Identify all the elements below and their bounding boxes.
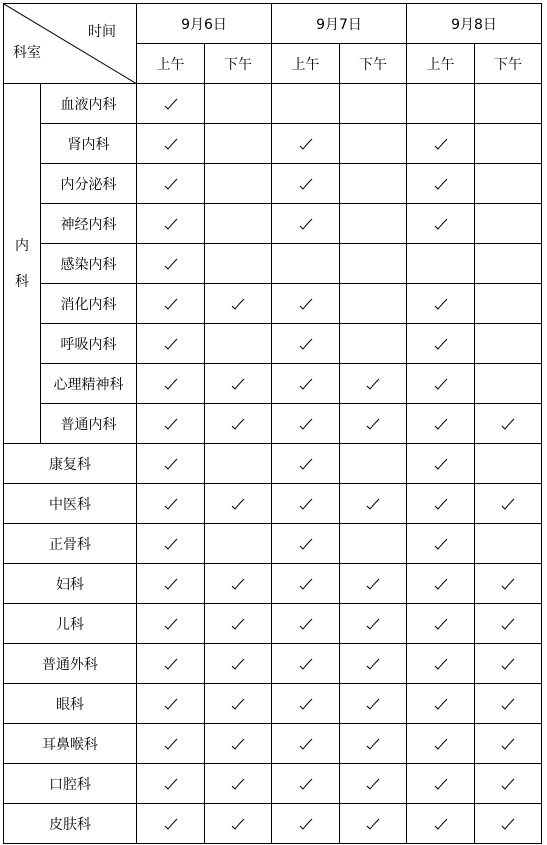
check-icon <box>366 778 380 790</box>
schedule-slot-cell <box>475 484 542 524</box>
check-icon <box>231 778 245 790</box>
schedule-slot-cell <box>340 364 407 404</box>
table-row <box>4 324 542 364</box>
check-icon <box>434 738 448 750</box>
department-name-cell: 普通外科 <box>4 644 137 684</box>
half-header-pm: 下午 <box>205 44 272 84</box>
check-icon <box>164 338 178 350</box>
table-row <box>4 764 542 804</box>
schedule-slot-cell <box>272 364 340 404</box>
check-icon <box>299 618 313 630</box>
check-icon <box>164 778 178 790</box>
table-row <box>4 284 542 324</box>
schedule-slot-cell <box>137 524 205 564</box>
schedule-slot-cell <box>205 524 272 564</box>
table-row <box>4 164 542 204</box>
check-icon <box>231 698 245 710</box>
check-icon <box>299 578 313 590</box>
check-icon <box>501 818 515 830</box>
check-icon <box>231 498 245 510</box>
day-header-sep6: 9月6日 <box>137 4 272 44</box>
department-name-cell: 普通内科 <box>41 404 137 444</box>
schedule-slot-cell <box>272 324 340 364</box>
schedule-slot-cell <box>272 244 340 284</box>
schedule-slot-cell <box>407 644 475 684</box>
schedule-slot-cell <box>272 604 340 644</box>
check-icon <box>434 538 448 550</box>
schedule-slot-cell <box>272 564 340 604</box>
check-icon <box>299 178 313 190</box>
department-name-cell: 口腔科 <box>4 764 137 804</box>
schedule-slot-cell <box>475 204 542 244</box>
check-icon <box>434 178 448 190</box>
schedule-slot-cell <box>205 324 272 364</box>
check-icon <box>434 698 448 710</box>
check-icon <box>299 498 313 510</box>
department-name-cell: 妇科 <box>4 564 137 604</box>
check-icon <box>366 418 380 430</box>
schedule-slot-cell <box>205 284 272 324</box>
schedule-slot-cell <box>475 644 542 684</box>
schedule-slot-cell <box>272 764 340 804</box>
schedule-slot-cell <box>475 324 542 364</box>
schedule-slot-cell <box>475 284 542 324</box>
check-icon <box>434 818 448 830</box>
check-icon <box>501 578 515 590</box>
check-icon <box>366 378 380 390</box>
schedule-slot-cell <box>475 404 542 444</box>
schedule-slot-cell <box>475 684 542 724</box>
check-icon <box>501 498 515 510</box>
check-icon <box>434 618 448 630</box>
department-name-cell: 呼吸内科 <box>41 324 137 364</box>
schedule-slot-cell <box>407 244 475 284</box>
table-row <box>4 404 542 444</box>
check-icon <box>164 178 178 190</box>
schedule-slot-cell <box>205 204 272 244</box>
check-icon <box>164 98 178 110</box>
department-name-cell: 肾内科 <box>41 124 137 164</box>
schedule-slot-cell <box>205 604 272 644</box>
schedule-slot-cell <box>272 124 340 164</box>
check-icon <box>231 738 245 750</box>
schedule-slot-cell <box>340 324 407 364</box>
schedule-slot-cell <box>340 204 407 244</box>
check-icon <box>366 818 380 830</box>
check-icon <box>434 218 448 230</box>
department-name-cell: 儿科 <box>4 604 137 644</box>
schedule-slot-cell <box>205 124 272 164</box>
schedule-slot-cell <box>272 444 340 484</box>
schedule-slot-cell <box>407 164 475 204</box>
schedule-slot-cell <box>205 364 272 404</box>
corner-department-label: 科室 <box>13 45 41 61</box>
schedule-slot-cell <box>340 124 407 164</box>
schedule-slot-cell <box>272 724 340 764</box>
schedule-slot-cell <box>137 324 205 364</box>
schedule-slot-cell <box>475 244 542 284</box>
schedule-slot-cell <box>340 644 407 684</box>
schedule-slot-cell <box>407 484 475 524</box>
schedule-slot-cell <box>137 564 205 604</box>
check-icon <box>299 138 313 150</box>
check-icon <box>501 738 515 750</box>
schedule-slot-cell <box>272 804 340 844</box>
schedule-slot-cell <box>272 524 340 564</box>
schedule-slot-cell <box>475 764 542 804</box>
schedule-slot-cell <box>475 124 542 164</box>
department-name-cell: 耳鼻喉科 <box>4 724 137 764</box>
schedule-slot-cell <box>272 84 340 124</box>
schedule-slot-cell <box>407 804 475 844</box>
check-icon <box>299 458 313 470</box>
check-icon <box>231 578 245 590</box>
schedule-slot-cell <box>137 204 205 244</box>
schedule-slot-cell <box>475 604 542 644</box>
schedule-slot-cell <box>137 444 205 484</box>
schedule-slot-cell <box>340 684 407 724</box>
check-icon <box>434 298 448 310</box>
schedule-slot-cell <box>407 764 475 804</box>
department-name-cell: 正骨科 <box>4 524 137 564</box>
corner-header-cell <box>4 4 137 84</box>
schedule-slot-cell <box>205 484 272 524</box>
day-header-sep8: 9月8日 <box>407 4 542 44</box>
schedule-slot-cell <box>407 684 475 724</box>
check-icon <box>299 538 313 550</box>
schedule-slot-cell <box>340 484 407 524</box>
check-icon <box>164 378 178 390</box>
check-icon <box>299 778 313 790</box>
schedule-slot-cell <box>137 644 205 684</box>
check-icon <box>164 138 178 150</box>
check-icon <box>501 778 515 790</box>
check-icon <box>501 658 515 670</box>
check-icon <box>299 658 313 670</box>
schedule-slot-cell <box>475 84 542 124</box>
check-icon <box>231 298 245 310</box>
department-name-cell: 中医科 <box>4 484 137 524</box>
half-header-am: 上午 <box>407 44 475 84</box>
check-icon <box>366 618 380 630</box>
check-icon <box>501 418 515 430</box>
schedule-slot-cell <box>407 724 475 764</box>
schedule-slot-cell <box>340 284 407 324</box>
schedule-slot-cell <box>340 524 407 564</box>
schedule-slot-cell <box>205 164 272 204</box>
check-icon <box>164 738 178 750</box>
schedule-slot-cell <box>340 564 407 604</box>
schedule-slot-cell <box>137 724 205 764</box>
table-row <box>4 444 542 484</box>
check-icon <box>366 738 380 750</box>
schedule-slot-cell <box>205 644 272 684</box>
schedule-slot-cell <box>407 524 475 564</box>
schedule-slot-cell <box>407 364 475 404</box>
schedule-slot-cell <box>340 604 407 644</box>
check-icon <box>434 458 448 470</box>
schedule-slot-cell <box>340 444 407 484</box>
half-header-am: 上午 <box>272 44 340 84</box>
schedule-slot-cell <box>205 764 272 804</box>
schedule-slot-cell <box>137 164 205 204</box>
schedule-slot-cell <box>205 564 272 604</box>
schedule-slot-cell <box>340 164 407 204</box>
schedule-slot-cell <box>137 84 205 124</box>
department-name-cell: 内分泌科 <box>41 164 137 204</box>
department-name-cell: 感染内科 <box>41 244 137 284</box>
half-header-pm: 下午 <box>340 44 407 84</box>
department-name-cell: 血液内科 <box>41 84 137 124</box>
check-icon <box>299 738 313 750</box>
table-row <box>4 724 542 764</box>
schedule-slot-cell <box>272 284 340 324</box>
table-row <box>4 684 542 724</box>
group-label-char: 科 <box>15 273 29 290</box>
schedule-slot-cell <box>407 404 475 444</box>
schedule-slot-cell <box>137 604 205 644</box>
schedule-slot-cell <box>340 724 407 764</box>
check-icon <box>299 378 313 390</box>
schedule-slot-cell <box>340 764 407 804</box>
table-row <box>4 84 542 124</box>
check-icon <box>231 418 245 430</box>
schedule-slot-cell <box>272 644 340 684</box>
check-icon <box>434 418 448 430</box>
table-row <box>4 244 542 284</box>
schedule-slot-cell <box>475 444 542 484</box>
group-label-char: 内 <box>15 237 29 254</box>
check-icon <box>164 538 178 550</box>
check-icon <box>164 458 178 470</box>
header-row-days <box>4 4 542 44</box>
internal-medicine-group-label <box>4 84 41 444</box>
schedule-slot-cell <box>137 404 205 444</box>
schedule-slot-cell <box>407 204 475 244</box>
check-icon <box>366 498 380 510</box>
schedule-slot-cell <box>205 804 272 844</box>
check-icon <box>231 658 245 670</box>
check-icon <box>434 138 448 150</box>
schedule-slot-cell <box>475 804 542 844</box>
department-name-cell: 消化内科 <box>41 284 137 324</box>
schedule-slot-cell <box>475 564 542 604</box>
check-icon <box>434 658 448 670</box>
schedule-slot-cell <box>340 244 407 284</box>
schedule-slot-cell <box>137 804 205 844</box>
table-row <box>4 644 542 684</box>
schedule-slot-cell <box>137 764 205 804</box>
schedule-slot-cell <box>272 204 340 244</box>
schedule-slot-cell <box>272 684 340 724</box>
schedule-slot-cell <box>475 724 542 764</box>
check-icon <box>366 658 380 670</box>
schedule-slot-cell <box>407 84 475 124</box>
schedule-slot-cell <box>137 244 205 284</box>
table-row <box>4 804 542 844</box>
schedule-slot-cell <box>205 244 272 284</box>
schedule-slot-cell <box>340 404 407 444</box>
schedule-table <box>3 3 542 844</box>
check-icon <box>164 218 178 230</box>
check-icon <box>164 578 178 590</box>
table-row <box>4 124 542 164</box>
check-icon <box>164 418 178 430</box>
table-row <box>4 524 542 564</box>
schedule-slot-cell <box>340 804 407 844</box>
schedule-slot-cell <box>407 604 475 644</box>
check-icon <box>164 658 178 670</box>
check-icon <box>434 778 448 790</box>
check-icon <box>299 418 313 430</box>
schedule-slot-cell <box>407 284 475 324</box>
schedule-slot-cell <box>272 404 340 444</box>
schedule-slot-cell <box>205 684 272 724</box>
check-icon <box>434 378 448 390</box>
check-icon <box>164 258 178 270</box>
schedule-slot-cell <box>137 284 205 324</box>
schedule-slot-cell <box>407 324 475 364</box>
department-name-cell: 心理精神科 <box>41 364 137 404</box>
check-icon <box>299 218 313 230</box>
half-header-am: 上午 <box>137 44 205 84</box>
check-icon <box>366 698 380 710</box>
schedule-slot-cell <box>475 524 542 564</box>
check-icon <box>299 338 313 350</box>
table-row <box>4 564 542 604</box>
check-icon <box>501 618 515 630</box>
schedule-slot-cell <box>407 124 475 164</box>
check-icon <box>231 818 245 830</box>
schedule-slot-cell <box>205 444 272 484</box>
schedule-slot-cell <box>205 404 272 444</box>
day-header-sep7: 9月7日 <box>272 4 407 44</box>
check-icon <box>434 578 448 590</box>
check-icon <box>299 298 313 310</box>
check-icon <box>366 578 380 590</box>
schedule-slot-cell <box>340 84 407 124</box>
department-name-cell: 神经内科 <box>41 204 137 244</box>
table-row <box>4 364 542 404</box>
schedule-slot-cell <box>137 684 205 724</box>
check-icon <box>164 498 178 510</box>
half-header-pm: 下午 <box>475 44 542 84</box>
check-icon <box>299 818 313 830</box>
schedule-slot-cell <box>475 364 542 404</box>
schedule-slot-cell <box>137 364 205 404</box>
schedule-slot-cell <box>407 444 475 484</box>
table-row <box>4 484 542 524</box>
schedule-slot-cell <box>205 84 272 124</box>
schedule-slot-cell <box>137 124 205 164</box>
check-icon <box>299 698 313 710</box>
schedule-slot-cell <box>205 724 272 764</box>
check-icon <box>164 698 178 710</box>
table-row <box>4 204 542 244</box>
check-icon <box>501 698 515 710</box>
corner-time-label: 时间 <box>88 24 116 40</box>
schedule-slot-cell <box>272 164 340 204</box>
schedule-slot-cell <box>137 484 205 524</box>
check-icon <box>434 338 448 350</box>
department-name-cell: 眼科 <box>4 684 137 724</box>
schedule-slot-cell <box>407 564 475 604</box>
schedule-slot-cell <box>272 484 340 524</box>
check-icon <box>231 618 245 630</box>
department-name-cell: 皮肤科 <box>4 804 137 844</box>
table-row <box>4 604 542 644</box>
check-icon <box>164 298 178 310</box>
check-icon <box>164 618 178 630</box>
schedule-slot-cell <box>475 164 542 204</box>
check-icon <box>434 498 448 510</box>
department-name-cell: 康复科 <box>4 444 137 484</box>
check-icon <box>164 818 178 830</box>
check-icon <box>231 378 245 390</box>
